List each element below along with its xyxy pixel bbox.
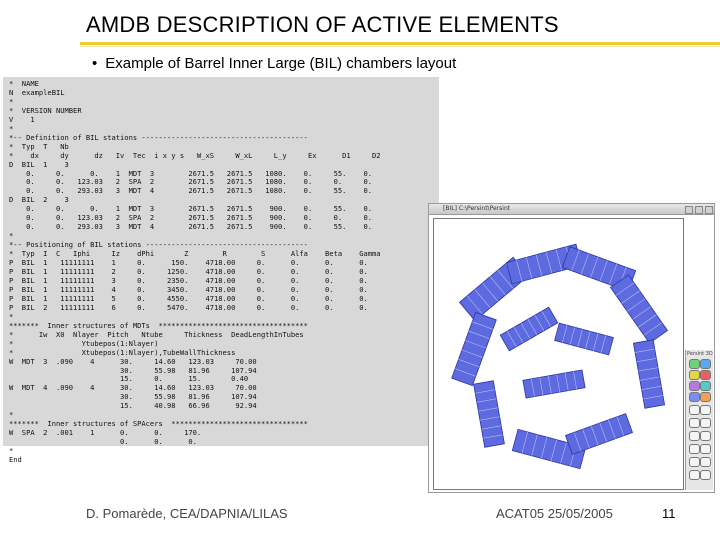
reset-view-icon[interactable] — [700, 431, 711, 441]
palette-label: Persint 3D — [687, 351, 713, 357]
view-side-icon[interactable] — [700, 444, 711, 454]
pan-icon[interactable] — [689, 431, 700, 441]
zoom-out-icon[interactable] — [700, 418, 711, 428]
slide-title: AMDB DESCRIPTION OF ACTIVE ELEMENTS — [86, 12, 559, 37]
chamber-panel — [500, 307, 557, 351]
viewer-titlebar — [429, 204, 714, 215]
chamber-panel — [555, 323, 614, 355]
viewer-title: [BIL] C:\Persint\Persint — [443, 205, 511, 212]
palette-button-green[interactable] — [689, 359, 700, 369]
code-listing-screenshot — [3, 77, 439, 465]
title-underline — [80, 42, 720, 45]
palette-button-cyan[interactable] — [700, 381, 711, 391]
bullet-text: Example of Barrel Inner Large (BIL) chambers layout — [105, 55, 457, 72]
perspective-icon[interactable] — [700, 457, 711, 467]
chamber-panel — [566, 414, 633, 455]
palette-button-yellow[interactable] — [689, 370, 700, 380]
3d-view-canvas[interactable] — [433, 218, 684, 490]
palette-button-purple[interactable] — [689, 381, 700, 391]
code-listing-text: * NAME N exampleBIL * * VERSION NUMBER V 1 * *-- Definition of BIL stations --------------------------------------- * Typ T Nb * dx dy dz Iv Tec i x y s W_xS W_xL L_y Ex D1 D2 D BIL 1 3 0. 0. 0. 1 MDT 3 2671.5 2671.5 1080. 0. 55. 0. 0. 0. 123.03 2 SPA 2 2671.5 2671.5 1080. 0. 0. 0. 0. 0. 293.03 3 MDT 4 2671.5 2671.5 1080. 0. 55. 0. D BIL 2 3 0. 0. 0. 1 MDT 3 2671.5 2671.5 900. 0. 55. 0. 0. 0. 123.03 2 SPA 2 2671.5 2671.5 900. 0. 0. 0. 0. 0. 293.03 3 MDT 4 2671.5 2671.5 900. 0. 55. 0. * *-- Positioning of BIL stations -------------------------------------- * Typ I C Iphi Iz dPhi Z R S Alfa Beta Gamma P BIL 1 11111111 1 0. 150. 4718.00 0. 0. 0. 0. P BIL 1 11111111 2 0. 1250. 4718.00 0. 0. 0. 0. P BIL 1 11111111 3 0. 2350. 4718.00 0. 0. 0. 0. P BIL 1 11111111 4 0. 3450. 4718.00 0. 0. 0. 0. P BIL 1 11111111 5 0. 4550. 4718.00 0. 0. 0. 0. P BIL 2 11111111 6 0. 5470. 4718.00 0. 0. 0. 0. * ******* Inner structures of MDTs *********************************** * Iw X0 Nlayer Pitch Ntube Thickness DeadLengthInTubes * Ytubepos(1:Nlayer) * Xtubepos(1:Nlayer),TubeWallThickness W MDT 3 .090 4 30. 14.60 123.03 70.00 30. 55.98 81.96 107.94 15. 0. 15. 0.40 W MDT 4 .090 4 30. 14.60 123.03 70.00 30. 55.98 81.96 107.94 15. 40.98 66.96 92.94 * ******* Inner structures of SPAcers ******************************** W SPA 2 .001 1 0. 0. 170. 0. 0. 0. * End — [9, 79, 381, 465]
bullet-item — [92, 55, 456, 72]
view-front-icon[interactable] — [689, 444, 700, 454]
bullet-dot-icon: • — [92, 55, 98, 72]
footer-author: D. Pomarède, CEA/DAPNIA/LILAS — [86, 506, 288, 521]
page-number: 11 — [662, 506, 676, 521]
rotate-x-icon[interactable] — [689, 405, 700, 415]
palette-button-red[interactable] — [700, 370, 711, 380]
rotate-y-icon[interactable] — [700, 405, 711, 415]
bil-chambers-3d-render — [434, 219, 683, 489]
title-underline-shadow — [80, 46, 720, 47]
print-icon[interactable] — [700, 470, 711, 480]
chamber-panel — [523, 370, 585, 398]
footer-conference-date: ACAT05 25/05/2005 — [496, 506, 613, 521]
tool-palette — [685, 350, 713, 490]
maximize-icon[interactable] — [695, 206, 703, 214]
chamber-panel — [452, 312, 497, 385]
chamber-panel — [474, 381, 505, 448]
chamber-panel — [633, 340, 664, 408]
light-icon[interactable] — [689, 470, 700, 480]
view-top-icon[interactable] — [689, 457, 700, 467]
palette-button-indigo[interactable] — [689, 392, 700, 402]
persint-viewer-window — [428, 203, 715, 493]
palette-button-orange[interactable] — [700, 392, 711, 402]
chamber-panel — [610, 275, 667, 343]
palette-button-blue[interactable] — [700, 359, 711, 369]
close-icon[interactable] — [705, 206, 713, 214]
zoom-in-icon[interactable] — [689, 418, 700, 428]
minimize-icon[interactable] — [685, 206, 693, 214]
